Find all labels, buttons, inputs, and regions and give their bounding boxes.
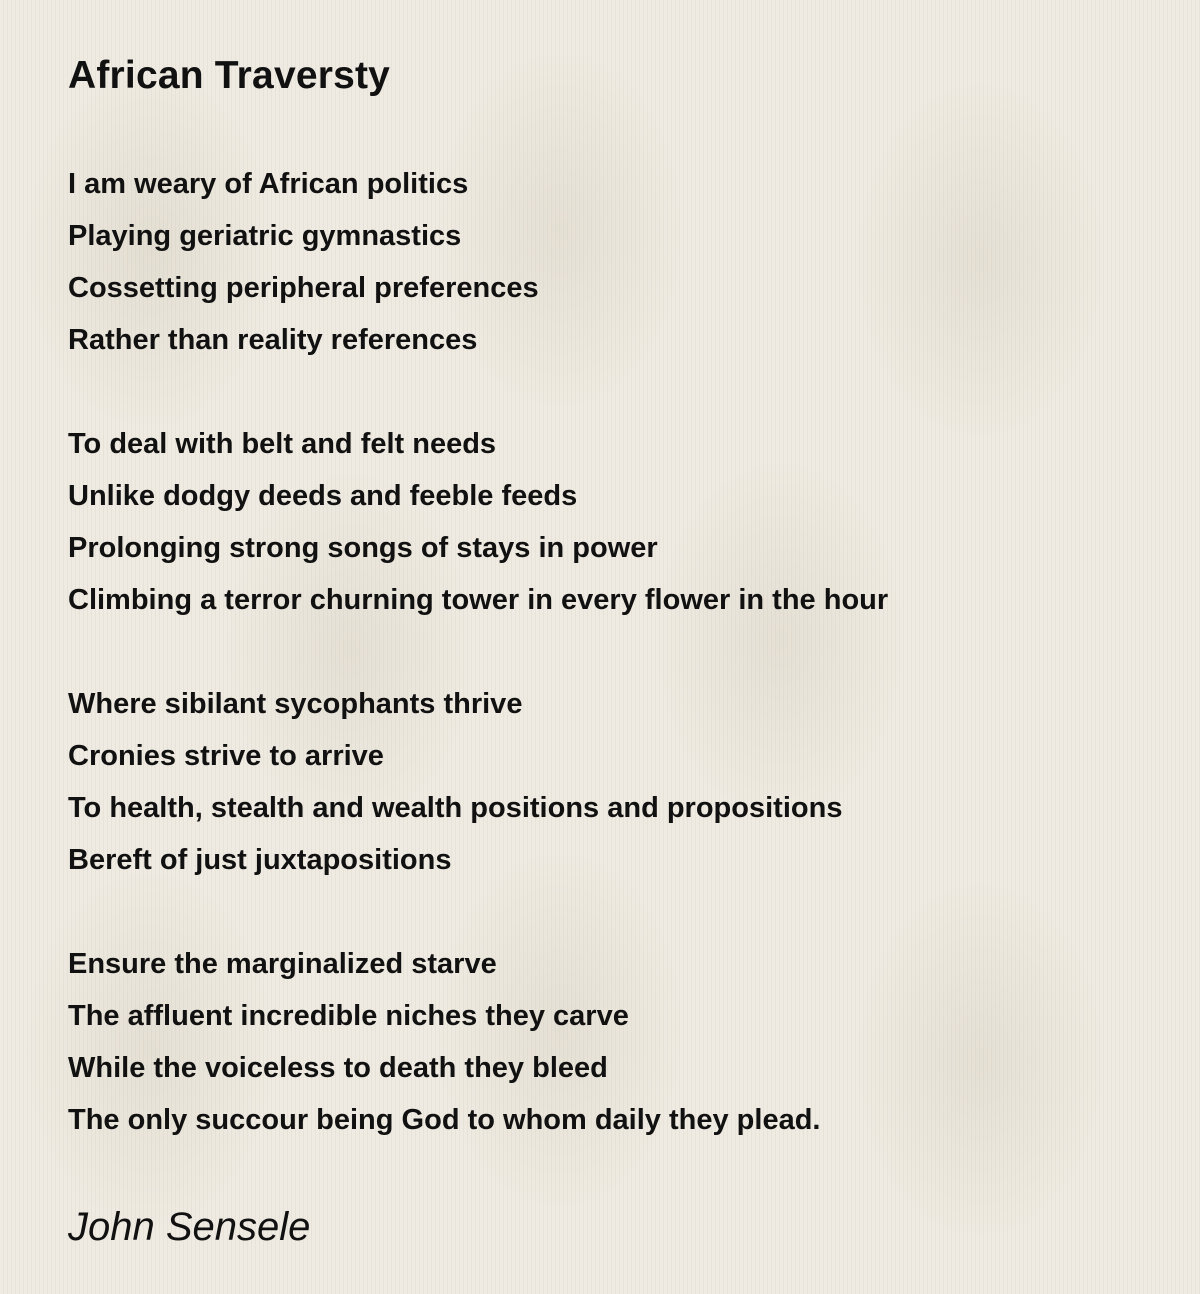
poem-line: Rather than reality references: [68, 324, 478, 356]
poem-line: I am weary of African politics: [68, 168, 469, 200]
poem-line: Cronies strive to arrive: [68, 740, 384, 772]
poem-line: Climbing a terror churning tower in every flower in the hour: [68, 584, 889, 616]
poem-line: Playing geriatric gymnastics: [68, 220, 462, 252]
poem-body: [68, 158, 1168, 1146]
stanza-4: [68, 938, 1168, 1146]
poem-line: The affluent incredible niches they carve: [68, 1000, 629, 1032]
stanza-3: [68, 678, 1168, 886]
poem-line: Unlike dodgy deeds and feeble feeds: [68, 480, 578, 512]
poem-line: While the voiceless to death they bleed: [68, 1052, 608, 1084]
poem-line: Prolonging strong songs of stays in power: [68, 532, 658, 564]
poem-line: To health, stealth and wealth positions and propositions: [68, 792, 843, 824]
poem-line: Cossetting peripheral preferences: [68, 272, 539, 304]
poem-line: Where sibilant sycophants thrive: [68, 688, 523, 720]
stanza-2: [68, 418, 1168, 626]
stanza-1: [68, 158, 1168, 366]
poem-line: Bereft of just juxtapositions: [68, 844, 452, 876]
poem-line: The only succour being God to whom daily they plead.: [68, 1104, 821, 1136]
poem-line: Ensure the marginalized starve: [68, 948, 497, 980]
poem-page: [68, 52, 1168, 1252]
poem-title: African Traversty: [68, 54, 391, 97]
poem-line: To deal with belt and felt needs: [68, 428, 497, 460]
poem-author: John Sensele: [68, 1205, 311, 1249]
